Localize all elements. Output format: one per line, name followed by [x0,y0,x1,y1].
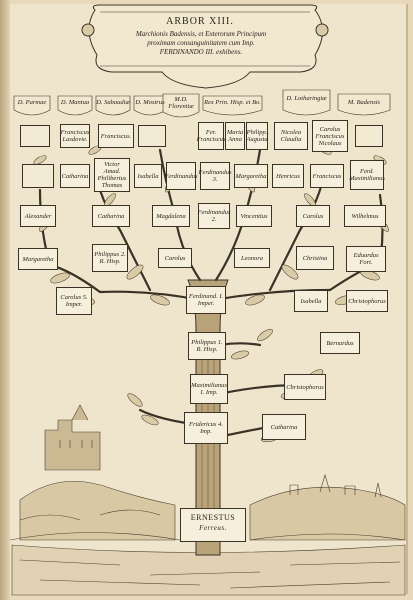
family-box: Fer. Franciscus [198,122,224,150]
crest-label-rex-hisp: Rex Prin. Hisp. et Bo. [204,99,261,106]
family-box: Franciscus. [98,124,134,148]
family-box: Isabella [134,164,162,188]
family-box [22,164,54,188]
family-box: Catharina [60,164,90,188]
crest-label-lotharingia: D. Lotharingiæ [286,95,327,102]
family-box: Philipp. Augusta [246,122,268,150]
family-box: Carolus [296,205,330,227]
cartouche-title: ARBOR XIII. [166,16,234,27]
family-box: Philippus 2. R. Hisp. [92,244,128,272]
family-box: Victor Amad. Philibertus Thomas [94,158,130,192]
landscape-left [10,405,180,540]
family-box: Eduardus Fort. [346,246,386,272]
family-box: Carolus [158,248,192,268]
crest-label-mostrus: D. Mostrus [135,99,165,106]
family-box: Wilhelmus [344,205,386,227]
cartouche-line-3: FERDINANDO III. exhibens. [159,48,243,56]
family-box: Carolus 5. Imper. [56,287,92,315]
family-box: Catharina [92,205,130,227]
family-box [138,125,166,147]
family-box: Carolus Franciscus Nicolaus [312,120,348,152]
family-box: Ferdinandus 2. [198,203,230,229]
family-box: Nicolea Claudia [274,122,308,150]
family-box: Christophorus [284,374,326,400]
crest-label-sabaudia: D. Sabaudiæ [96,99,130,106]
family-box [20,125,50,147]
family-box: Christophorus [346,290,388,312]
family-box: Franciscus Lasdovie. [60,124,90,148]
family-box: Christina [296,246,334,270]
family-box: Fridericus 4. Imp. [184,412,228,444]
cartouche-line-2: proximam consanguinitatem cum Imp. [147,39,255,47]
root-name-line-2: Ferreus. [199,524,227,532]
family-box: Leonora [234,248,270,268]
family-box: Catharina [262,414,306,440]
family-box: Franciscus [310,164,344,188]
family-box: Ferdinandus 3. [200,162,230,190]
crest-label-mantua: D. Mantua [60,99,90,106]
crest-label-badensis: M. Badensis [347,99,381,106]
family-box: Isabella [294,290,328,312]
family-box: Ferd. Maximilianus [350,160,384,190]
family-box: Henricus [272,164,304,188]
crest-label-florentia: M.D. Florentiæ [168,96,194,110]
family-box: Bernardus [320,332,360,354]
root-name-line-1: ERNESTUS [190,513,236,522]
family-box: Alexander [20,205,56,227]
family-box: Maria Anna [225,122,245,150]
family-box: Ferdinand. I. Imper. [186,286,226,314]
family-box: Philippus 1. R. Hisp. [188,332,226,360]
crest-label-parma: D. Parmae [17,99,47,106]
cartouche-line-1: Marchionis Badensis, et Exterorum Principum [135,30,267,38]
family-box: Maximilianus I. Imp. [190,374,228,404]
family-box: Margaretha [234,164,268,188]
family-box: Margaretha [18,248,58,270]
family-box: Magdalena [152,205,190,227]
family-box [355,125,383,147]
family-box: Ferdinandus [166,162,196,190]
root-name [183,513,243,533]
family-box: Vincentius [236,205,272,227]
landscape-right [250,475,405,540]
